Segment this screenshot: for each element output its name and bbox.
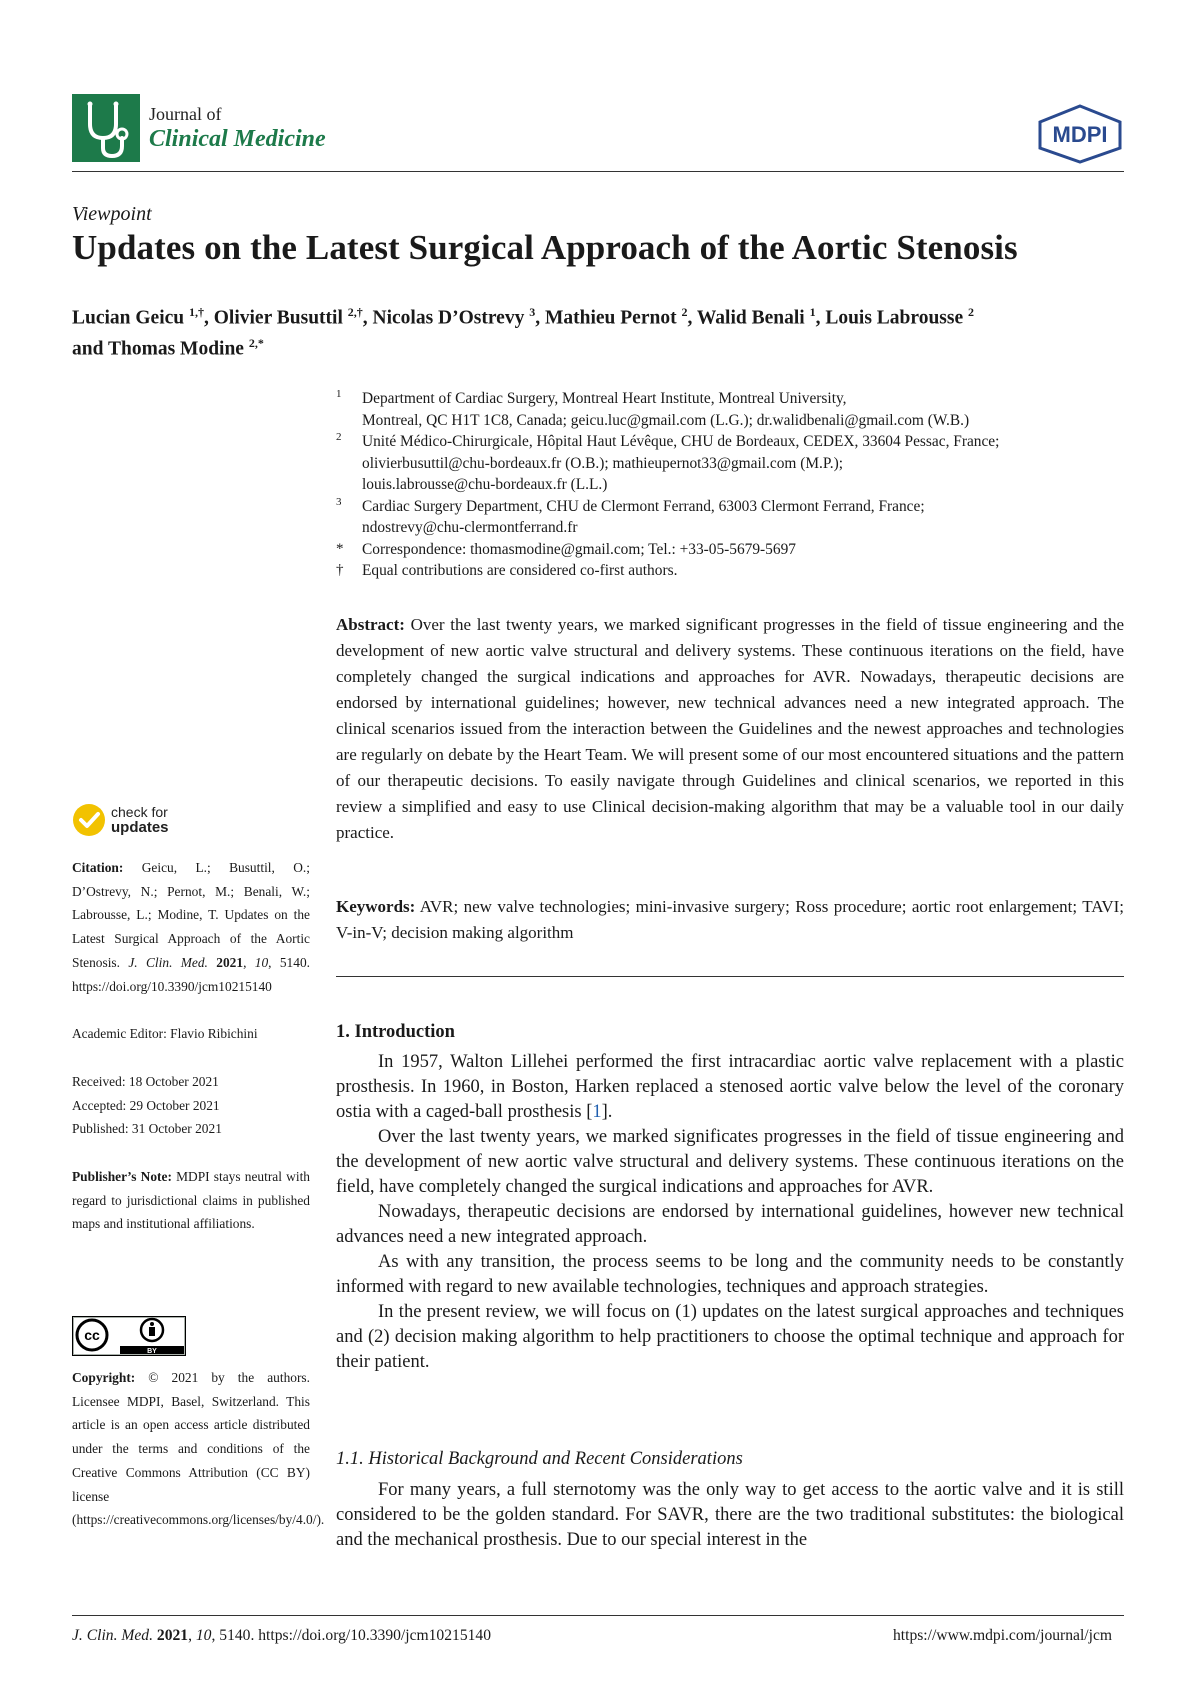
footer-doi[interactable]: , 5140. https://doi.org/10.3390/jcm10215140 <box>211 1627 492 1644</box>
paragraph: In 1957, Walton Lillehei performed the first intracardiac aortic valve replacement with a plastic prosthesis. In 1960, in Boston, Harken replaced a stenosed aortic valve below the level of the coronary ostia with a caged-ball prosthesis [1]. <box>336 1052 1124 1122</box>
header-divider <box>72 171 1124 172</box>
keywords-label: Keywords: <box>336 897 416 916</box>
affiliation-mark: 3 <box>336 495 342 508</box>
affiliation-mark: 1 <box>336 388 342 400</box>
author-name[interactable]: Nicolas D’Ostrevy <box>372 307 525 329</box>
author-affiliation-mark: 3 <box>529 305 536 319</box>
author-name[interactable]: Olivier Busuttil <box>213 307 343 329</box>
published-date: Published: 31 October 2021 <box>72 1121 222 1137</box>
received-date: Received: 18 October 2021 <box>72 1073 219 1089</box>
author-name[interactable]: Louis Labrousse <box>825 307 964 329</box>
historical-body <box>336 1478 1124 1553</box>
affiliation-line: Unité Médico-Chirurgicale, Hôpital Haut Lévêque, CHU de Bordeaux, CEDEX, 33604 Pessac, France; <box>362 433 1000 450</box>
journal-logo <box>72 94 140 162</box>
author-name[interactable]: Lucian Geicu <box>72 307 185 329</box>
author-name[interactable]: Thomas Modine <box>107 338 244 359</box>
affiliation-line: Montreal, QC H1T 1C8, Canada; geicu.luc@gmail.com (L.G.); dr.walidbenali@gmail.com (W.B.) <box>362 411 970 429</box>
check-for-updates-line1: check for <box>111 804 168 820</box>
check-for-updates-line2: updates <box>111 819 169 836</box>
introduction-body <box>336 1050 1124 1375</box>
citation-text: Geicu, L.; Busuttil, O.; D’Ostrevy, N.; Pernot, M.; Benali, W.; Labrousse, L.; Modine, T. Updates on the Latest Surgical Approach of the Aortic Stenosis. <box>72 860 310 970</box>
article-type: Viewpoint <box>72 203 152 225</box>
check-for-updates-icon[interactable] <box>72 803 106 837</box>
affiliation-item <box>336 388 1126 431</box>
journal-name: Clinical Medicine <box>149 126 326 152</box>
keywords-text: AVR; new valve technologies; mini-invasive surgery; Ross procedure; aortic root enlargement; TAVI; V-in-V; decision making algorithm <box>336 897 1124 942</box>
cc-badge-text: BY <box>147 1348 157 1355</box>
affiliation-item <box>336 496 1126 539</box>
mdpi-logo-text: MDPI <box>1052 122 1108 147</box>
accepted-date: Accepted: 29 October 2021 <box>72 1097 220 1113</box>
author-affiliation-mark: 1,† <box>189 305 205 319</box>
footer-journal: J. Clin. Med. <box>72 1627 153 1644</box>
footer-volume: 10 <box>195 1627 212 1644</box>
academic-editor: Academic Editor: Flavio Ribichini <box>72 1026 258 1042</box>
authors-and: and <box>72 338 104 359</box>
publisher-note-text: MDPI stays neutral with regard to jurisdictional claims in published maps and institutional affiliations. <box>72 1169 310 1232</box>
copyright-text: © 2021 by the authors. Licensee MDPI, Basel, Switzerland. This article is an open access article distributed under the terms and conditions of the Creative Commons Attribution (CC BY) license (https://creativecommons.org/licenses/by/4.0/). <box>72 1370 325 1528</box>
subsection-heading: 1.1. Historical Background and Recent Considerations <box>336 1449 743 1469</box>
equal-contribution-note <box>336 560 1126 582</box>
sidebar <box>72 856 310 1260</box>
mdpi-logo[interactable] <box>1036 104 1124 164</box>
stethoscope-icon <box>72 94 140 162</box>
svg-text:cc: cc <box>84 1327 100 1343</box>
author-affiliation-mark: 2,* <box>248 335 264 350</box>
paragraph: In the present review, we will focus on (1) updates on the latest surgical approaches and techniques and (2) decision making algorithm to help practitioners to choose the optimal technique and approach for their patient. <box>336 1302 1124 1372</box>
affiliation-line: Cardiac Surgery Department, CHU de Clermont Ferrand, 63003 Clermont Ferrand, France; <box>362 497 925 515</box>
citation-journal: J. Clin. Med. <box>128 954 208 970</box>
footer-journal-url[interactable]: https://www.mdpi.com/journal/jcm <box>892 1627 1112 1644</box>
author-affiliation-mark: 2 <box>681 305 688 319</box>
affiliation-line: olivierbusuttil@chu-bordeaux.fr (O.B.); mathieupernot33@gmail.com (M.P.); <box>362 454 843 472</box>
paragraph: Over the last twenty years, we marked significates progresses in the field of tissue engineering and the development of new aortic valve structural and delivery systems. These continuous iterations on the field, have completely changed the surgical indications and approaches for AVR. <box>336 1127 1124 1197</box>
author-affiliation-mark: 1 <box>809 305 816 319</box>
journal-of-label: Journal of <box>149 104 222 124</box>
affiliation-line: louis.labrousse@chu-bordeaux.fr (L.L.) <box>362 476 608 493</box>
author-list: Lucian Geicu $^{1,\dagger}$, Olivier Busuttil $^{2,\dagger}$, Nicolas D’Ostrevy $^3$, Mathieu Pernot $^2$, Walid Benali $^1$, Louis Labrousse $^2$ and Thomas Modine $^{2,*}$ <box>72 305 975 359</box>
affiliation-mark: 2 <box>336 431 342 443</box>
citation-volume: 10 <box>254 954 269 970</box>
citation-block: Citation: Geicu, L.; Busuttil, O.; D’Ostrevy, N.; Pernot, M.; Benali, W.; Labrousse, L.; Modine, T. Updates on the Latest Surgical Approach of the Aortic Stenosis. J. Clin. Med. 2021, 10, 5140. https://doi.org/10.3390/jcm10215140 <box>72 860 310 994</box>
affiliation-mark: † <box>336 562 344 578</box>
paragraph: For many years, a full sternotomy was the only way to get access to the aortic valve and it is still considered to be the golden standard. For SAVR, there are the two traditional substitutes: the biological and the mechanical prosthesis. Due to our special interest in the <box>336 1480 1124 1550</box>
author-affiliation-mark: 2 <box>968 305 975 319</box>
citation-doi[interactable]: 5140. https://doi.org/10.3390/jcm10215140 <box>72 954 310 994</box>
cc-by-license-badge[interactable] <box>72 1316 186 1356</box>
section-divider <box>336 976 1124 977</box>
paragraph: As with any transition, the process seems to be long and the community needs to be constantly informed with regard to new available technologies, techniques and approach strategies. <box>336 1252 1124 1297</box>
footer-citation: J. Clin. Med. 2021, 10, 5140. https://doi.org/10.3390/jcm10215140 <box>72 1627 492 1644</box>
paragraph: Nowadays, therapeutic decisions are endorsed by international guidelines, however new technical advances need a new integrated approach. <box>336 1202 1124 1247</box>
correspondence-item <box>336 539 1126 561</box>
abstract-label: Abstract: <box>336 615 405 634</box>
affiliations <box>336 388 1126 582</box>
affiliation-line: ndostrevy@chu-clermontferrand.fr <box>362 519 578 536</box>
citation-year: 2021 <box>216 954 244 970</box>
author-name[interactable]: Walid Benali <box>696 307 805 329</box>
footer-year: 2021 <box>156 1627 189 1644</box>
citation-link[interactable]: 1 <box>592 1102 602 1122</box>
copyright-notice <box>72 1366 325 1532</box>
section-heading: 1. Introduction <box>336 1022 455 1042</box>
publisher-note-label: Publisher’s Note: <box>72 1169 172 1185</box>
abstract-text: Over the last twenty years, we marked significant progresses in the field of tissue engineering and the development of new aortic valve structural and delivery systems. These continuous iterations on the field, have completely changed the surgical indications and approaches for AVR. Nowadays, therapeutic decisions are endorsed by international guidelines; however, new technical advances need a new integrated approach. The clinical scenarios issued from the interaction between the Guidelines and the newest approaches and technologies are regularly on debate by the Heart Team. We will present some of our most encountered situations and the pattern of our therapeutic decisions. To easily navigate through Guidelines and clinical scenarios, we reported in this review a simplified and easy to use Clinical decision-making algorithm that may be a valuable tool in our daily practice. <box>336 615 1124 842</box>
affiliation-mark: * <box>336 540 344 557</box>
abstract <box>336 612 1124 846</box>
copyright-label: Copyright: <box>72 1370 136 1385</box>
affiliation-item <box>336 431 1126 496</box>
check-for-updates-button[interactable] <box>111 805 169 835</box>
author-affiliation-mark: 2,† <box>347 305 363 319</box>
equal-contribution-line: Equal contributions are considered co-first authors. <box>362 562 678 579</box>
article-title: Updates on the Latest Surgical Approach of the Aortic Stenosis <box>72 228 1018 267</box>
citation-label: Citation: <box>72 860 124 875</box>
author-name[interactable]: Mathieu Pernot <box>544 307 677 329</box>
keywords <box>336 894 1124 945</box>
correspondence-line: Correspondence: thomasmodine@gmail.com; Tel.: +33-05-5679-5697 <box>362 540 796 558</box>
publisher-note <box>72 1165 310 1236</box>
footer-divider <box>72 1615 1124 1616</box>
affiliation-line: Department of Cardiac Surgery, Montreal Heart Institute, Montreal University, <box>362 390 847 407</box>
